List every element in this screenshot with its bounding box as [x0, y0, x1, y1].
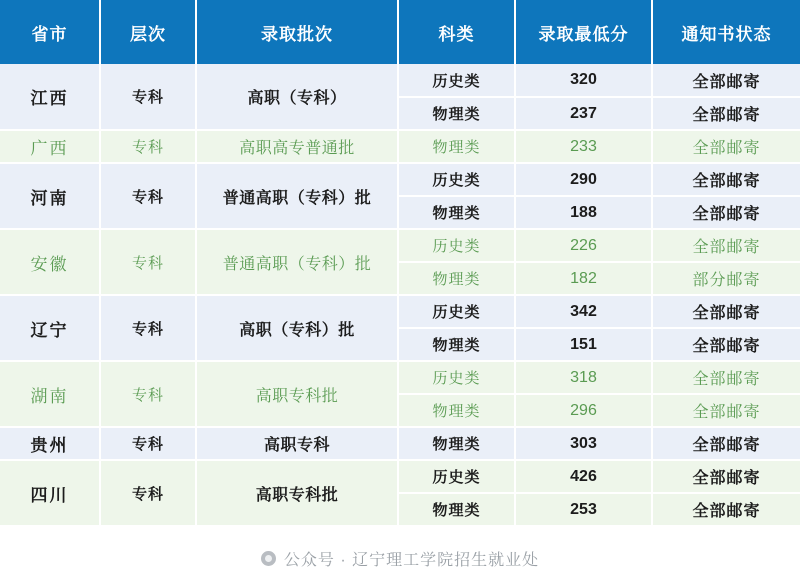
cell-min-score: 182 — [515, 262, 652, 295]
cell-batch: 高职（专科） — [196, 64, 398, 130]
cell-category: 物理类 — [398, 328, 515, 361]
cell-min-score: 318 — [515, 361, 652, 394]
cell-level: 专科 — [100, 427, 196, 460]
cell-category: 历史类 — [398, 295, 515, 328]
cell-category: 历史类 — [398, 64, 515, 97]
watermark-circle-icon — [261, 551, 276, 566]
table-row — [0, 460, 800, 493]
cell-batch: 高职专科批 — [196, 361, 398, 427]
table-row — [0, 427, 800, 460]
cell-province: 河南 — [0, 163, 100, 229]
table-row — [0, 229, 800, 262]
watermark-text: 公众号 · 辽宁理工学院招生就业处 — [283, 552, 540, 569]
cell-min-score: 233 — [515, 130, 652, 163]
cell-category: 物理类 — [398, 493, 515, 526]
cell-province: 湖南 — [0, 361, 100, 427]
cell-notice-status: 全部邮寄 — [652, 361, 800, 394]
table-row — [0, 295, 800, 328]
column-header-notice-status: 通知书状态 — [652, 0, 800, 64]
table-header — [0, 0, 800, 64]
cell-level: 专科 — [100, 460, 196, 526]
cell-notice-status: 部分邮寄 — [652, 262, 800, 295]
cell-province: 广西 — [0, 130, 100, 163]
table-row — [0, 64, 800, 97]
cell-level: 专科 — [100, 163, 196, 229]
cell-notice-status: 全部邮寄 — [652, 427, 800, 460]
cell-min-score: 188 — [515, 196, 652, 229]
cell-min-score: 296 — [515, 394, 652, 427]
cell-province: 四川 — [0, 460, 100, 526]
cell-category: 物理类 — [398, 97, 515, 130]
cell-category: 物理类 — [398, 427, 515, 460]
column-header-province: 省市 — [0, 0, 100, 64]
cell-province: 贵州 — [0, 427, 100, 460]
cell-min-score: 426 — [515, 460, 652, 493]
cell-level: 专科 — [100, 64, 196, 130]
cell-min-score: 253 — [515, 493, 652, 526]
cell-province: 辽宁 — [0, 295, 100, 361]
column-header-category: 科类 — [398, 0, 515, 64]
cell-category: 物理类 — [398, 130, 515, 163]
cell-batch: 普通高职（专科）批 — [196, 229, 398, 295]
table-row — [0, 361, 800, 394]
cell-notice-status: 全部邮寄 — [652, 196, 800, 229]
cell-notice-status: 全部邮寄 — [652, 163, 800, 196]
cell-category: 历史类 — [398, 361, 515, 394]
cell-batch: 高职专科 — [196, 427, 398, 460]
cell-notice-status: 全部邮寄 — [652, 493, 800, 526]
cell-notice-status: 全部邮寄 — [652, 229, 800, 262]
cell-batch: 普通高职（专科）批 — [196, 163, 398, 229]
cell-level: 专科 — [100, 361, 196, 427]
cell-province: 江西 — [0, 64, 100, 130]
cell-category: 历史类 — [398, 460, 515, 493]
cell-batch: 高职（专科）批 — [196, 295, 398, 361]
cell-min-score: 151 — [515, 328, 652, 361]
cell-notice-status: 全部邮寄 — [652, 394, 800, 427]
cell-notice-status: 全部邮寄 — [652, 328, 800, 361]
table-row — [0, 130, 800, 163]
cell-min-score: 290 — [515, 163, 652, 196]
cell-category: 物理类 — [398, 394, 515, 427]
cell-min-score: 237 — [515, 97, 652, 130]
cell-notice-status: 全部邮寄 — [652, 460, 800, 493]
cell-category: 历史类 — [398, 163, 515, 196]
cell-level: 专科 — [100, 229, 196, 295]
cell-notice-status: 全部邮寄 — [652, 97, 800, 130]
column-header-min-score: 录取最低分 — [515, 0, 652, 64]
column-header-level: 层次 — [100, 0, 196, 64]
cell-notice-status: 全部邮寄 — [652, 295, 800, 328]
cell-notice-status: 全部邮寄 — [652, 130, 800, 163]
cell-level: 专科 — [100, 295, 196, 361]
cell-batch: 高职专科批 — [196, 460, 398, 526]
cell-category: 物理类 — [398, 262, 515, 295]
cell-category: 物理类 — [398, 196, 515, 229]
table-body — [0, 64, 800, 526]
table-header-row — [0, 0, 800, 64]
cell-level: 专科 — [100, 130, 196, 163]
table-row — [0, 163, 800, 196]
cell-batch: 高职高专普通批 — [196, 130, 398, 163]
cell-min-score: 320 — [515, 64, 652, 97]
watermark — [0, 547, 800, 571]
cell-min-score: 342 — [515, 295, 652, 328]
cell-min-score: 226 — [515, 229, 652, 262]
column-header-batch: 录取批次 — [196, 0, 398, 64]
cell-min-score: 303 — [515, 427, 652, 460]
cell-category: 历史类 — [398, 229, 515, 262]
cell-province: 安徽 — [0, 229, 100, 295]
cell-notice-status: 全部邮寄 — [652, 64, 800, 97]
